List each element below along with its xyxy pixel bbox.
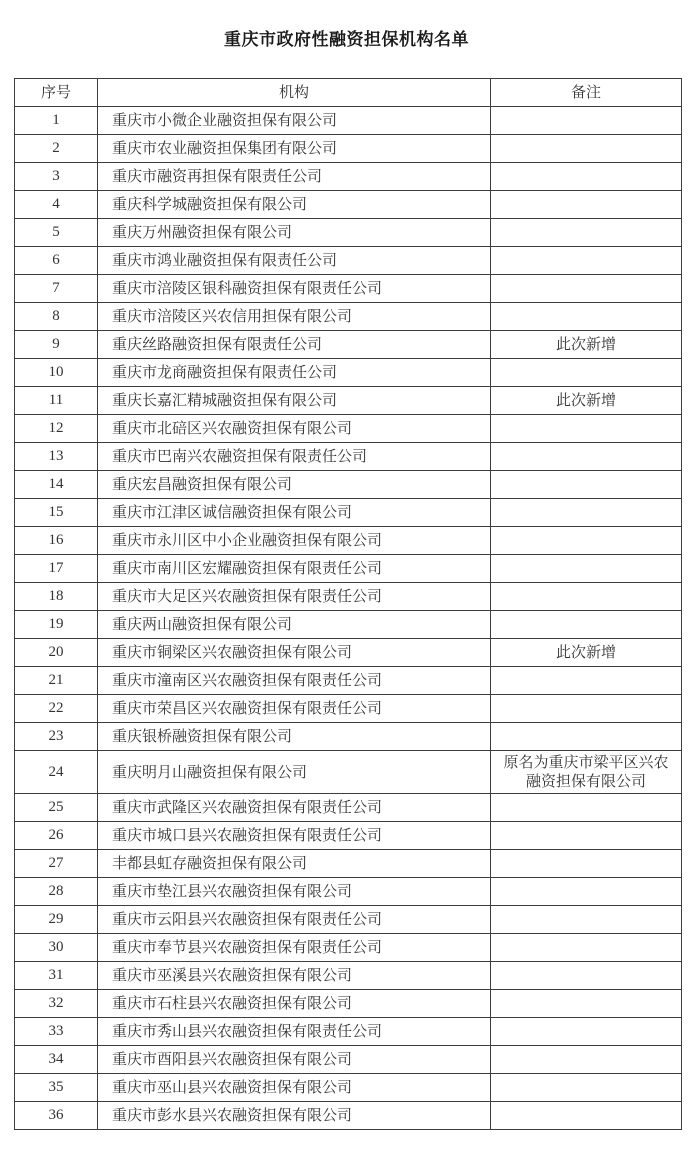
row-org: 重庆市巴南兴农融资担保有限责任公司: [98, 443, 491, 471]
row-no: 2: [15, 135, 98, 163]
header-org: 机构: [98, 79, 491, 107]
row-no: 35: [15, 1074, 98, 1102]
row-note: [491, 527, 682, 555]
table-row: [15, 387, 682, 415]
table-row: [15, 878, 682, 906]
row-note: [491, 1018, 682, 1046]
row-no: 14: [15, 471, 98, 499]
row-no: 25: [15, 794, 98, 822]
row-note: [491, 163, 682, 191]
row-org: 重庆市城口县兴农融资担保有限责任公司: [98, 822, 491, 850]
row-org: 重庆市江津区诚信融资担保有限公司: [98, 499, 491, 527]
table-row: [15, 275, 682, 303]
table-row: [15, 583, 682, 611]
row-note: [491, 303, 682, 331]
table-row: [15, 331, 682, 359]
row-note: [491, 794, 682, 822]
row-org: 重庆市彭水县兴农融资担保有限公司: [98, 1102, 491, 1130]
row-note: 此次新增: [491, 639, 682, 667]
table-row: [15, 850, 682, 878]
table-row: [15, 527, 682, 555]
row-org: 重庆市酉阳县兴农融资担保有限公司: [98, 1046, 491, 1074]
row-org: 重庆市永川区中小企业融资担保有限公司: [98, 527, 491, 555]
row-org: 重庆明月山融资担保有限公司: [98, 751, 491, 794]
row-no: 16: [15, 527, 98, 555]
row-org: 重庆市巫山县兴农融资担保有限公司: [98, 1074, 491, 1102]
row-note: 此次新增: [491, 331, 682, 359]
row-no: 6: [15, 247, 98, 275]
row-no: 10: [15, 359, 98, 387]
table-row: [15, 1074, 682, 1102]
row-no: 29: [15, 906, 98, 934]
header-note: 备注: [491, 79, 682, 107]
table-header-row: [15, 79, 682, 107]
row-no: 8: [15, 303, 98, 331]
table-row: [15, 303, 682, 331]
row-org: 重庆市云阳县兴农融资担保有限责任公司: [98, 906, 491, 934]
row-org: 重庆市鸿业融资担保有限责任公司: [98, 247, 491, 275]
row-org: 重庆万州融资担保有限公司: [98, 219, 491, 247]
row-org: 重庆银桥融资担保有限公司: [98, 723, 491, 751]
row-org: 重庆市奉节县兴农融资担保有限责任公司: [98, 934, 491, 962]
row-no: 17: [15, 555, 98, 583]
institutions-table: [14, 78, 682, 1130]
row-no: 18: [15, 583, 98, 611]
table-row: [15, 822, 682, 850]
table-row: [15, 443, 682, 471]
row-no: 32: [15, 990, 98, 1018]
row-no: 27: [15, 850, 98, 878]
table-row: [15, 499, 682, 527]
table-row: [15, 191, 682, 219]
row-no: 21: [15, 667, 98, 695]
row-org: 重庆市垫江县兴农融资担保有限公司: [98, 878, 491, 906]
table-row: [15, 471, 682, 499]
row-no: 20: [15, 639, 98, 667]
row-note: 原名为重庆市梁平区兴农融资担保有限公司: [491, 751, 682, 794]
row-no: 26: [15, 822, 98, 850]
row-org: 重庆市武隆区兴农融资担保有限责任公司: [98, 794, 491, 822]
row-note: [491, 443, 682, 471]
row-note: [491, 934, 682, 962]
row-no: 28: [15, 878, 98, 906]
table-row: [15, 667, 682, 695]
page-title: 重庆市政府性融资担保机构名单: [224, 30, 469, 49]
header-no: 序号: [15, 79, 98, 107]
row-note: [491, 415, 682, 443]
table-row: [15, 906, 682, 934]
row-note: [491, 695, 682, 723]
table-row: [15, 163, 682, 191]
row-org: 重庆市秀山县兴农融资担保有限责任公司: [98, 1018, 491, 1046]
table-row: [15, 639, 682, 667]
row-note: [491, 499, 682, 527]
row-note: [491, 555, 682, 583]
table-row: [15, 723, 682, 751]
row-no: 3: [15, 163, 98, 191]
row-org: 重庆长嘉汇精城融资担保有限公司: [98, 387, 491, 415]
row-org: 重庆丝路融资担保有限责任公司: [98, 331, 491, 359]
table-row: [15, 794, 682, 822]
row-note: [491, 822, 682, 850]
row-no: 15: [15, 499, 98, 527]
table-row: [15, 359, 682, 387]
row-note: [491, 878, 682, 906]
row-org: 重庆市龙商融资担保有限责任公司: [98, 359, 491, 387]
row-no: 33: [15, 1018, 98, 1046]
row-note: [491, 1046, 682, 1074]
row-org: 重庆科学城融资担保有限公司: [98, 191, 491, 219]
row-org: 重庆市大足区兴农融资担保有限责任公司: [98, 583, 491, 611]
table-row: [15, 555, 682, 583]
row-org: 重庆市南川区宏耀融资担保有限责任公司: [98, 555, 491, 583]
row-no: 9: [15, 331, 98, 359]
table-row: [15, 990, 682, 1018]
row-no: 31: [15, 962, 98, 990]
row-note: [491, 219, 682, 247]
row-note: [491, 107, 682, 135]
row-org: 重庆市巫溪县兴农融资担保有限公司: [98, 962, 491, 990]
row-no: 36: [15, 1102, 98, 1130]
row-no: 4: [15, 191, 98, 219]
row-note: [491, 191, 682, 219]
table-row: [15, 751, 682, 794]
row-no: 23: [15, 723, 98, 751]
row-no: 13: [15, 443, 98, 471]
row-org: 重庆市潼南区兴农融资担保有限责任公司: [98, 667, 491, 695]
table-row: [15, 962, 682, 990]
row-org: 丰都县虹存融资担保有限公司: [98, 850, 491, 878]
row-note: [491, 1074, 682, 1102]
row-note: [491, 1102, 682, 1130]
row-no: 12: [15, 415, 98, 443]
row-note: [491, 611, 682, 639]
row-no: 22: [15, 695, 98, 723]
table-row: [15, 611, 682, 639]
row-note: [491, 247, 682, 275]
table-row: [15, 135, 682, 163]
row-note: [491, 471, 682, 499]
table-row: [15, 1046, 682, 1074]
table-row: [15, 247, 682, 275]
row-no: 11: [15, 387, 98, 415]
row-note: [491, 906, 682, 934]
table-body: [15, 107, 682, 1130]
row-note: [491, 962, 682, 990]
row-no: 30: [15, 934, 98, 962]
row-note: [491, 583, 682, 611]
row-note: [491, 135, 682, 163]
row-note: [491, 359, 682, 387]
row-note: [491, 667, 682, 695]
row-no: 19: [15, 611, 98, 639]
row-no: 34: [15, 1046, 98, 1074]
row-org: 重庆市融资再担保有限责任公司: [98, 163, 491, 191]
row-no: 7: [15, 275, 98, 303]
row-org: 重庆市涪陵区银科融资担保有限责任公司: [98, 275, 491, 303]
row-org: 重庆市北碚区兴农融资担保有限公司: [98, 415, 491, 443]
row-note: [491, 990, 682, 1018]
table-row: [15, 1018, 682, 1046]
row-note: 此次新增: [491, 387, 682, 415]
table-row: [15, 695, 682, 723]
row-note: [491, 275, 682, 303]
row-org: 重庆宏昌融资担保有限公司: [98, 471, 491, 499]
row-note: [491, 723, 682, 751]
row-org: 重庆市涪陵区兴农信用担保有限公司: [98, 303, 491, 331]
row-no: 5: [15, 219, 98, 247]
table-row: [15, 415, 682, 443]
row-org: 重庆市农业融资担保集团有限公司: [98, 135, 491, 163]
row-no: 1: [15, 107, 98, 135]
row-org: 重庆市荣昌区兴农融资担保有限责任公司: [98, 695, 491, 723]
row-no: 24: [15, 751, 98, 794]
row-org: 重庆两山融资担保有限公司: [98, 611, 491, 639]
row-org: 重庆市石柱县兴农融资担保有限公司: [98, 990, 491, 1018]
row-org: 重庆市小微企业融资担保有限公司: [98, 107, 491, 135]
table-row: [15, 1102, 682, 1130]
row-org: 重庆市铜梁区兴农融资担保有限公司: [98, 639, 491, 667]
row-note: [491, 850, 682, 878]
table-row: [15, 934, 682, 962]
table-row: [15, 107, 682, 135]
table-row: [15, 219, 682, 247]
